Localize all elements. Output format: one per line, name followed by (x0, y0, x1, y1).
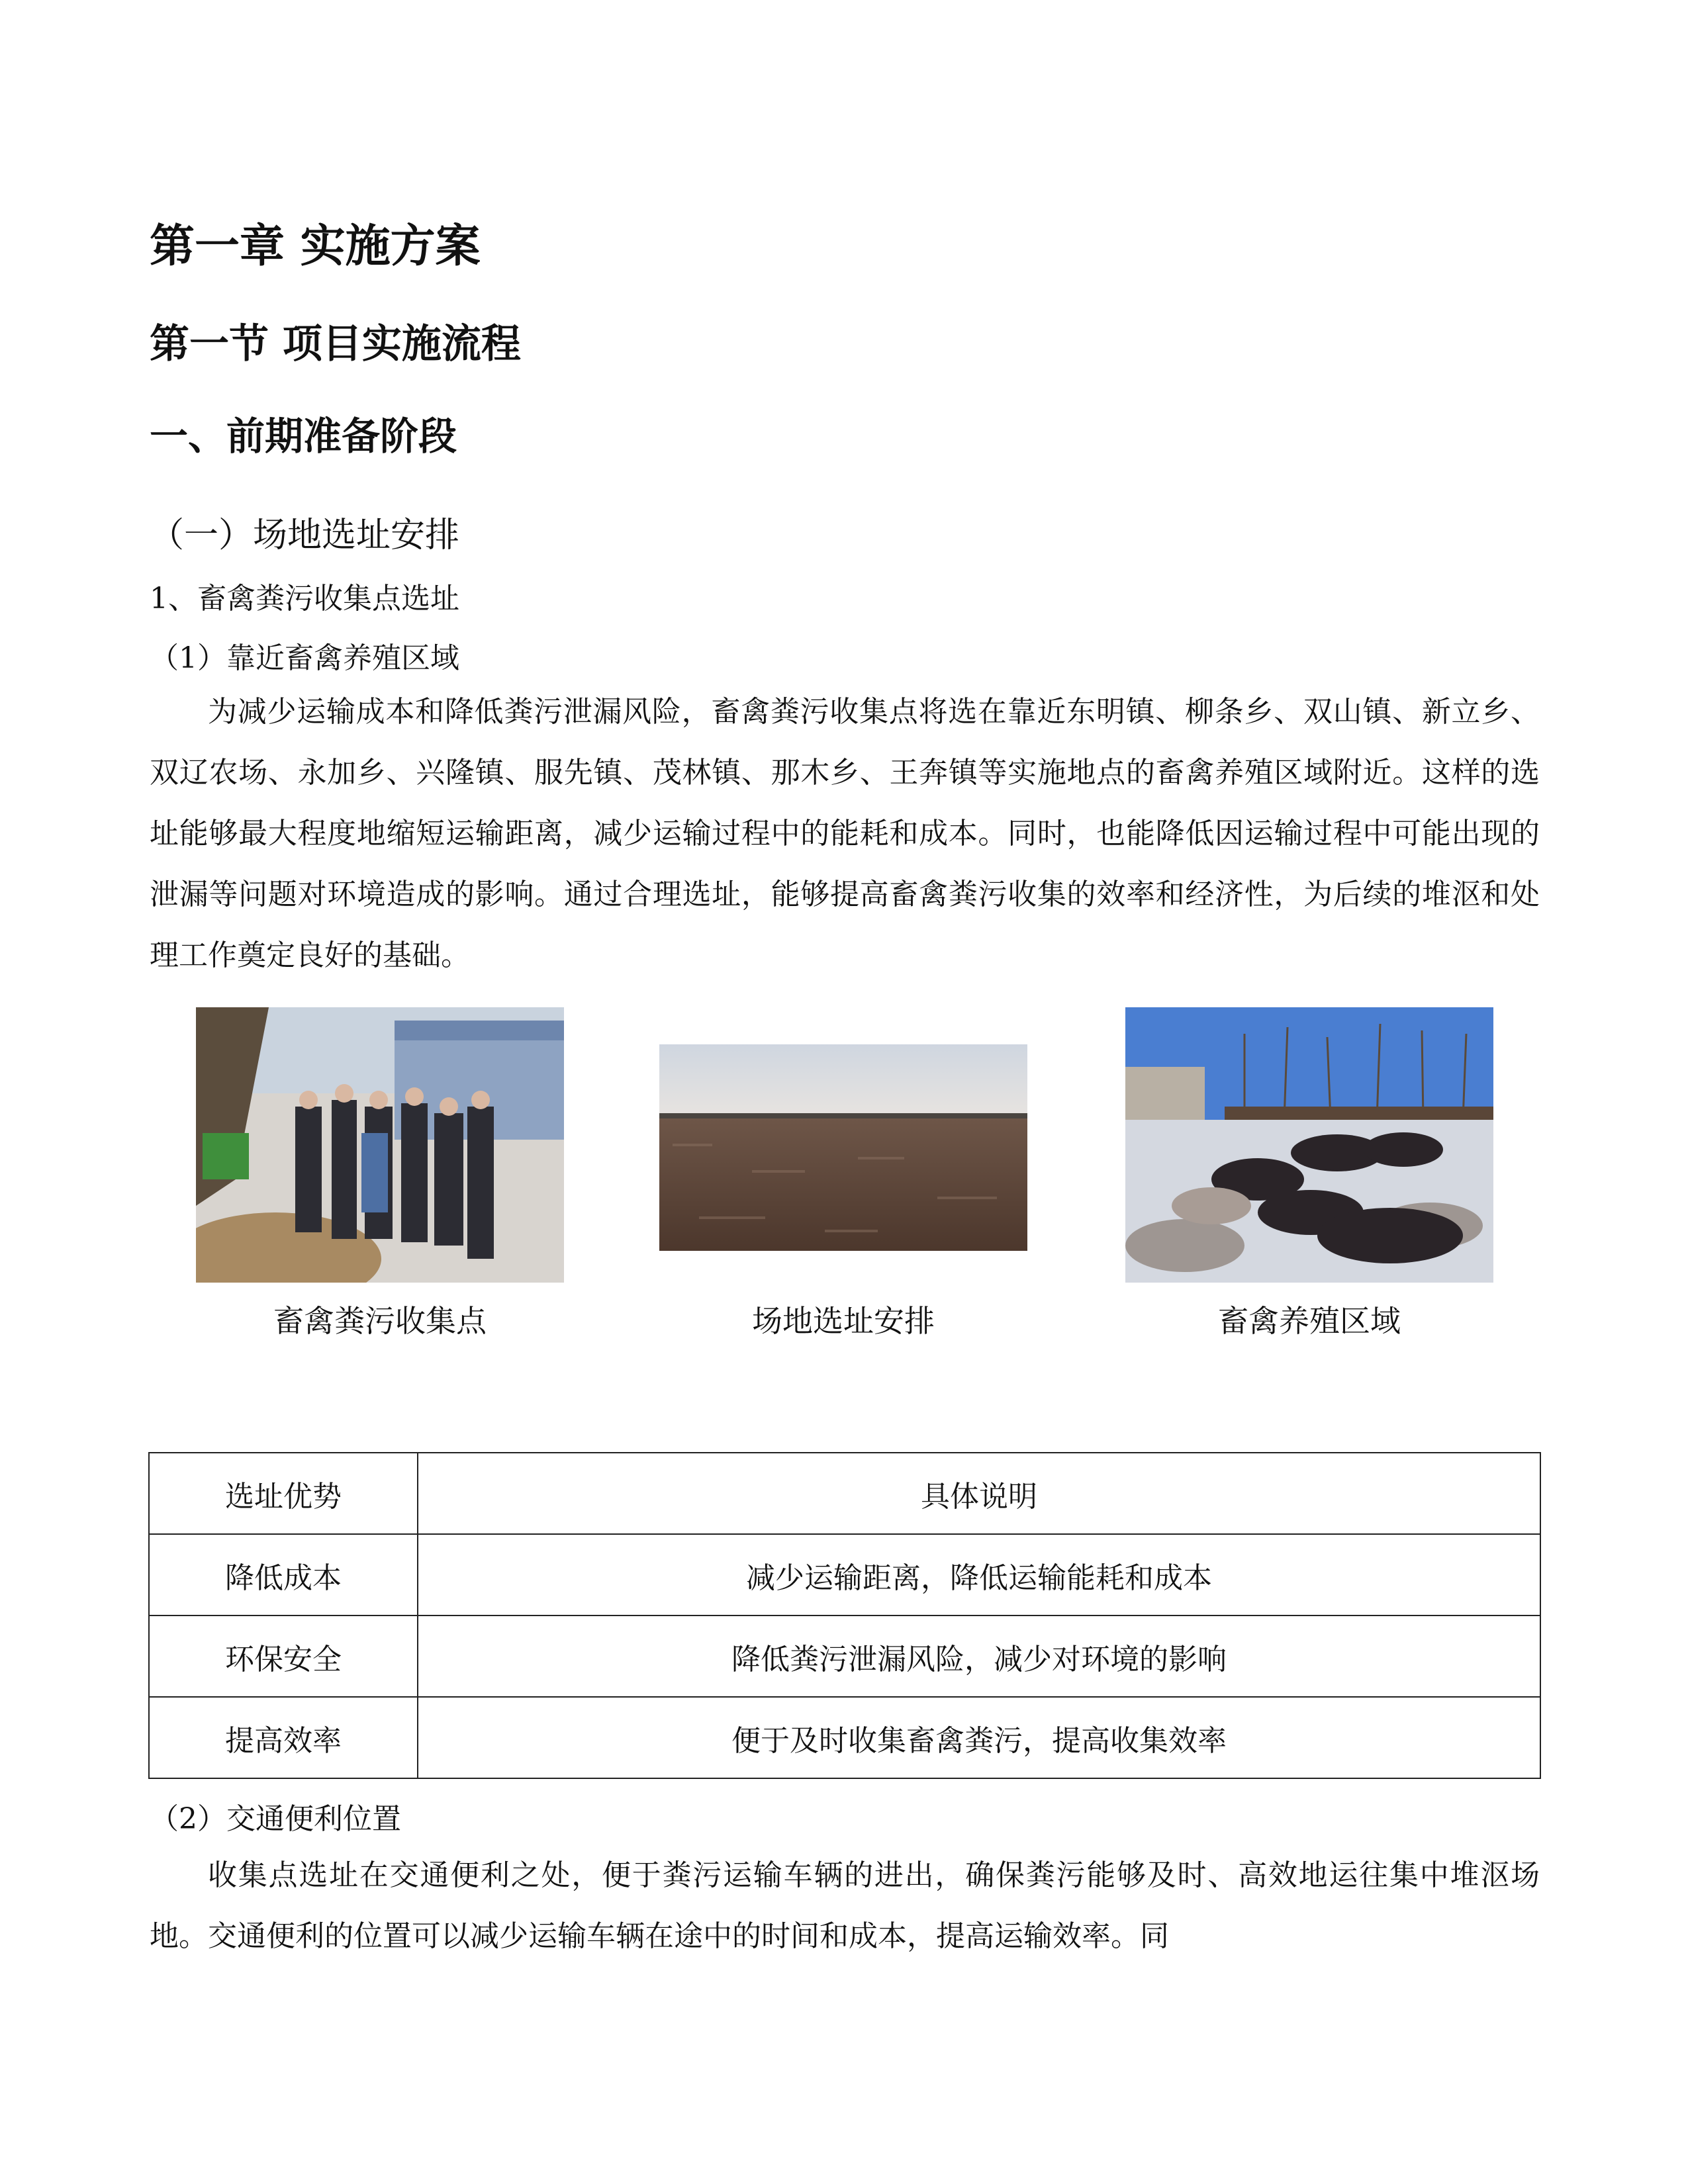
table-header-row (149, 1453, 1540, 1534)
photo-site-field (659, 1044, 1027, 1251)
photo-caption-1: 畜禽粪污收集点 (273, 1303, 487, 1339)
table-row (149, 1534, 1540, 1615)
table-header-cell: 选址优势 (149, 1453, 418, 1534)
table-cell: 提高效率 (149, 1697, 418, 1778)
paragraph-1: 为减少运输成本和降低粪污泄漏风险，畜禽粪污收集点将选在靠近东明镇、柳条乡、双山镇、新立乡、双辽农场、永加乡、兴隆镇、服先镇、茂林镇、那木乡、王奔镇等实施地点的畜禽养殖区域附近。这样的选址能够最大程度地缩短运输距离，减少运输过程中的能耗和成本。同时，也能降低因运输过程中可能出现的泄漏等问题对环境造成的影响。通过合理选址，能够提高畜禽粪污收集的效率和经济性，为后续的堆沤和处理工作奠定良好的基础。 (150, 695, 1540, 972)
item-title: 1、畜禽粪污收集点选址 (150, 582, 459, 615)
section-title: 第一节 项目实施流程 (150, 321, 521, 367)
chapter-title: 第一章 实施方案 (150, 220, 481, 273)
photo-caption-2: 场地选址安排 (752, 1303, 935, 1339)
part-title: 一、前期准备阶段 (150, 414, 457, 459)
photo-caption-3: 畜禽养殖区域 (1218, 1303, 1401, 1339)
subsection-title: （一）场地选址安排 (150, 516, 460, 555)
table-cell: 降低粪污泄漏风险，减少对环境的影响 (418, 1615, 1540, 1697)
point-title-1: （1）靠近畜禽养殖区域 (150, 641, 459, 675)
table-cell: 减少运输距离，降低运输能耗和成本 (418, 1534, 1540, 1615)
point-title-2: （2）交通便利位置 (150, 1802, 401, 1836)
table-header-cell: 具体说明 (418, 1453, 1540, 1534)
table-cell: 降低成本 (149, 1534, 418, 1615)
table-cell: 便于及时收集畜禽粪污，提高收集效率 (418, 1697, 1540, 1778)
photo-collection-point (196, 1007, 564, 1283)
table-cell: 环保安全 (149, 1615, 418, 1697)
table-row (149, 1697, 1540, 1778)
site-advantages-table (148, 1452, 1541, 1779)
photo-livestock-area (1125, 1007, 1493, 1283)
table-row (149, 1615, 1540, 1697)
paragraph-2: 收集点选址在交通便利之处，便于粪污运输车辆的进出，确保粪污能够及时、高效地运往集中堆沤场地。交通便利的位置可以减少运输车辆在途中的时间和成本，提高运输效率。同 (150, 1858, 1540, 1953)
